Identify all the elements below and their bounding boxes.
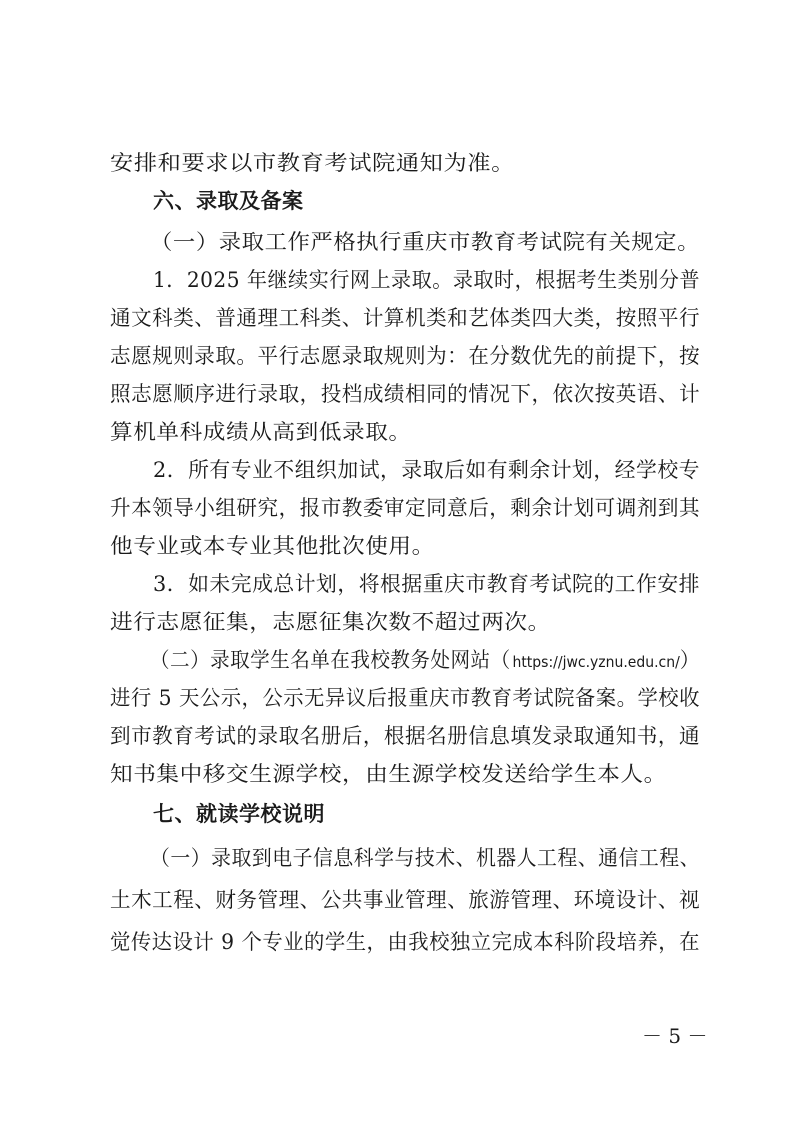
text-line (2, 493, 786, 523)
text-line (2, 303, 786, 333)
line-text: 土木工程、财务管理、公共事业管理、旅游管理、环境设计、视 (110, 888, 701, 912)
line-text: 2．所有专业不组织加试，录取后如有剩余计划，经学校专 (153, 458, 701, 482)
text-line (0, 759, 800, 789)
text-line (2, 379, 786, 409)
line-text: 知书集中移交生源学校，由生源学校发送给学生本人。 (110, 762, 667, 786)
line-text: ） (679, 648, 700, 672)
text-line (0, 607, 800, 637)
page-number: － 5 － (642, 1024, 708, 1048)
section-heading (0, 799, 800, 829)
line-text: 3．如未完成总计划，将根据重庆市教育考试院的工作安排 (153, 572, 701, 596)
section-heading-text: 七、就读学校说明 (153, 802, 325, 826)
text-line (6, 265, 772, 295)
text-line (0, 148, 800, 178)
section-heading-text: 六、录取及备案 (153, 189, 304, 213)
line-text: 到市教育考试的录取名册后，根据名册信息填发录取通知书，通 (110, 724, 701, 748)
text-line (10, 645, 755, 677)
text-line (1, 455, 795, 485)
line-text: 他专业或本专业其他批次使用。 (110, 534, 435, 558)
text-line (2, 885, 786, 915)
line-text: 安排和要求以市教育考试院通知为准。 (110, 151, 515, 175)
text-line (2, 341, 786, 371)
line-text: 觉传达设计 9 个专业的学生，由我校独立完成本科阶段培养，在 (110, 930, 700, 954)
line-text: （一）录取工作严格执行重庆市教育考试院有关规定。 (150, 230, 701, 254)
line-text: （一）录取到电子信息科学与技术、机器人工程、通信工程、 (150, 846, 701, 870)
line-text: （二）录取学生名单在我校教务处网站（ (150, 648, 511, 672)
text-line (1, 569, 795, 599)
text-line (0, 417, 800, 447)
section-heading (0, 186, 800, 216)
text-line (2, 721, 786, 751)
text-line (3, 683, 778, 713)
line-text: 照志愿顺序进行录取，投档成绩相同的情况下，依次按英语、计 (110, 382, 701, 406)
text-line (8, 843, 766, 873)
line-text: 1．2025 年继续实行网上录取。录取时，根据考生类别分普 (153, 268, 701, 292)
text-line (3, 927, 778, 957)
line-text: 通文科类、普通理工科类、计算机类和艺体类四大类，按照平行 (110, 306, 701, 330)
line-text: 算机单科成绩从高到低录取。 (110, 420, 412, 444)
line-text: 进行 5 天公示，公示无异议后报重庆市教育考试院备案。学校收 (110, 686, 700, 710)
line-text: 志愿规则录取。平行志愿录取规则为：在分数优先的前提下，按 (110, 344, 701, 368)
text-line (0, 227, 800, 257)
text-line (0, 531, 800, 561)
line-text: 进行志愿征集，志愿征集次数不超过两次。 (110, 610, 551, 634)
line-text: 升本领导小组研究，报市教委审定同意后，剩余计划可调剂到其 (110, 496, 701, 520)
website-link[interactable]: https://jwc.yznu.edu.cn/ (512, 653, 680, 671)
